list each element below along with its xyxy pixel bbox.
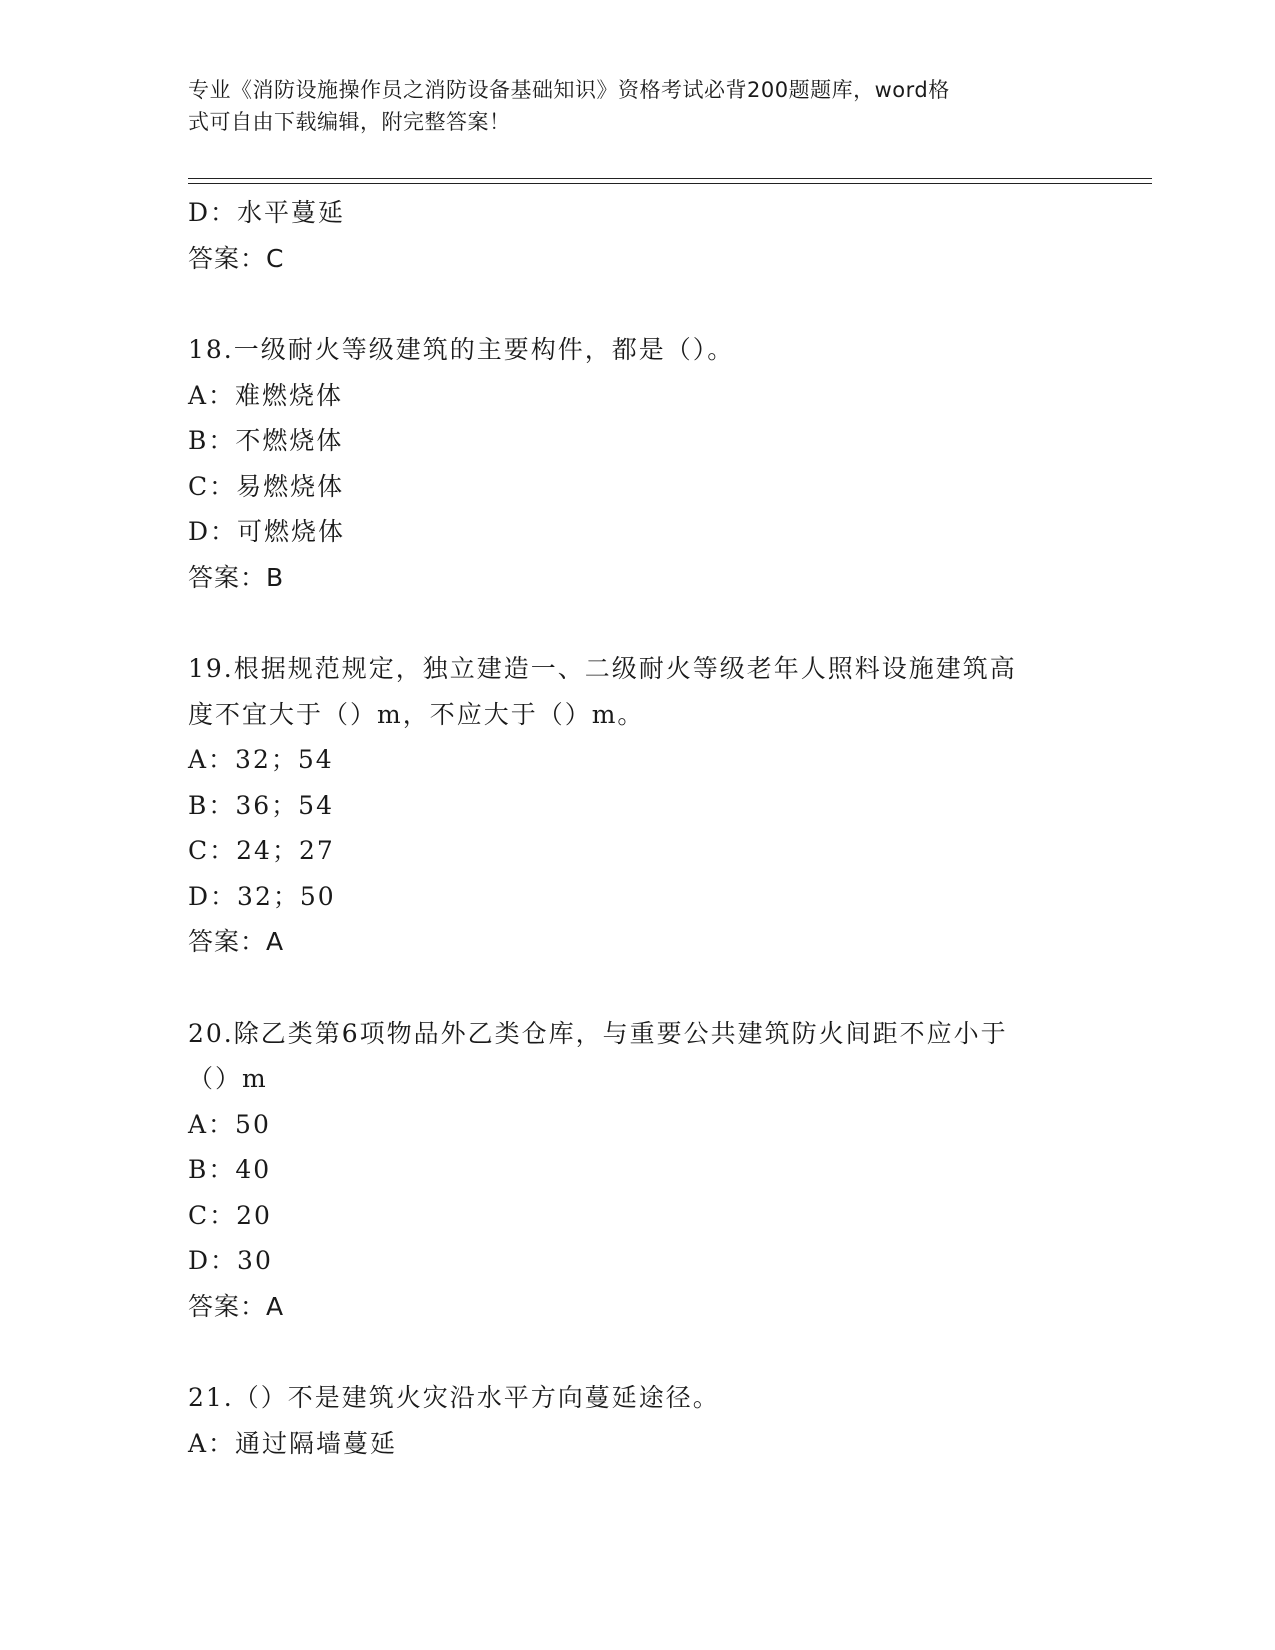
question-content — [188, 190, 1088, 1466]
answer: 答案：C — [188, 243, 285, 273]
spacer — [188, 281, 1088, 327]
header-line-1: 专业《消防设施操作员之消防设备基础知识》资格考试必背200题题库，word格 — [188, 78, 950, 102]
question-19 — [188, 646, 1088, 965]
option-b: B：不燃烧体 — [188, 426, 344, 455]
option-c: C：易燃烧体 — [188, 471, 345, 501]
header-divider-top — [188, 178, 1152, 179]
answer: 答案：B — [188, 562, 285, 592]
option-c: C：24；27 — [188, 836, 335, 865]
spacer — [188, 965, 1088, 1011]
header-line-2: 式可自由下载编辑，附完整答案！ — [188, 110, 511, 134]
option-c: C：20 — [188, 1200, 272, 1230]
question-stem: 21.（）不是建筑火灾沿水平方向蔓延途径。 — [188, 1383, 720, 1412]
option-a: A：通过隔墙蔓延 — [188, 1428, 398, 1458]
question-18 — [188, 327, 1088, 600]
question-17-tail — [188, 190, 1088, 281]
question-stem-line-2: （）m — [188, 1064, 268, 1093]
option-a: A：32；54 — [188, 745, 334, 774]
option-a: A：难燃烧体 — [188, 380, 344, 410]
spacer — [188, 600, 1088, 646]
spacer — [188, 1329, 1088, 1375]
option-d: D：32；50 — [188, 881, 336, 911]
question-stem: 18.一级耐火等级建筑的主要构件，都是（）。 — [188, 335, 735, 364]
question-stem-line-1: 19.根据规范规定，独立建造一、二级耐火等级老年人照料设施建筑高 — [188, 654, 1017, 683]
question-stem-line-2: 度不宜大于（）m，不应大于（）m。 — [188, 699, 645, 729]
question-21 — [188, 1375, 1088, 1466]
answer: 答案：A — [188, 927, 285, 956]
question-stem-line-1: 20.除乙类第6项物品外乙类仓库，与重要公共建筑防火间距不应小于 — [188, 1018, 1008, 1048]
option-d: D：30 — [188, 1246, 273, 1275]
question-20 — [188, 1011, 1088, 1330]
option-d: D：可燃烧体 — [188, 517, 346, 546]
option-b: B：40 — [188, 1155, 272, 1184]
header-divider-bottom — [188, 183, 1152, 184]
option-d: D：水平蔓延 — [188, 198, 346, 227]
answer: 答案：A — [188, 1291, 285, 1321]
option-b: B：36；54 — [188, 790, 334, 820]
document-header — [188, 74, 1068, 138]
option-a: A：50 — [188, 1109, 271, 1139]
